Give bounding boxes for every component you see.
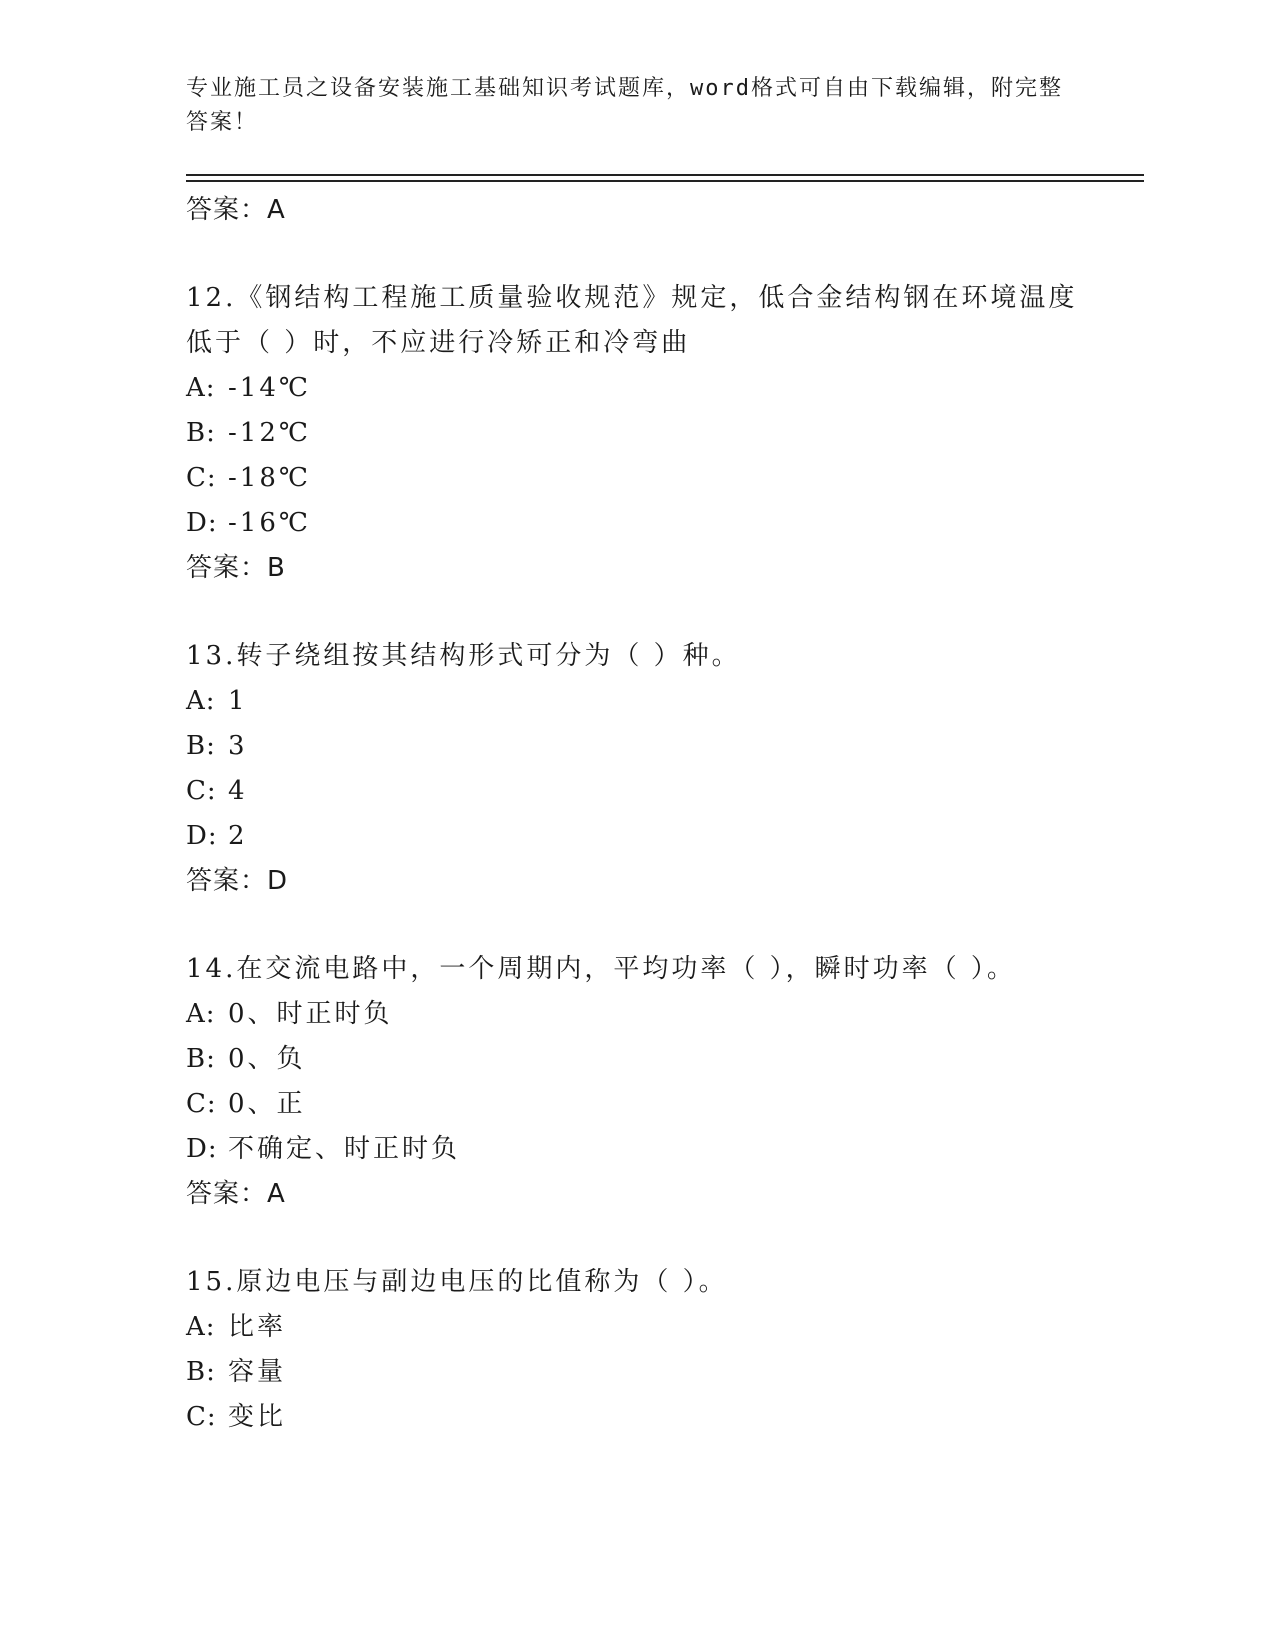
option-text: 3 bbox=[228, 731, 248, 761]
option-letter: A: bbox=[186, 1312, 216, 1342]
option-text: 0、负 bbox=[228, 1044, 306, 1074]
option-letter: B: bbox=[186, 731, 216, 761]
option-letter: B: bbox=[186, 1357, 216, 1387]
option-text: 变比 bbox=[228, 1402, 287, 1432]
option-text: -18℃ bbox=[228, 463, 311, 493]
option-text: -14℃ bbox=[228, 373, 311, 403]
header-divider-top bbox=[186, 174, 1144, 176]
option-letter: B: bbox=[186, 418, 216, 448]
option-text: 比率 bbox=[228, 1312, 287, 1342]
question-15 bbox=[186, 1260, 1086, 1440]
option-b bbox=[186, 411, 1086, 456]
option-d bbox=[186, 501, 1086, 546]
option-a bbox=[186, 679, 1086, 724]
option-b bbox=[186, 724, 1086, 769]
option-text: 0、时正时负 bbox=[228, 999, 393, 1029]
option-d bbox=[186, 1127, 1086, 1172]
option-letter: A: bbox=[186, 686, 216, 716]
answer-line: 答案：A bbox=[186, 195, 286, 225]
option-c bbox=[186, 1082, 1086, 1127]
answer-line: 答案：A bbox=[186, 1179, 286, 1209]
option-b bbox=[186, 1350, 1086, 1395]
option-b bbox=[186, 1037, 1086, 1082]
question-stem: 12.《钢结构工程施工质量验收规范》规定，低合金结构钢在环境温度低于（ ）时，不应进行冷矫正和冷弯曲 bbox=[186, 283, 1078, 358]
option-text: -16℃ bbox=[228, 508, 311, 538]
option-text: 0、正 bbox=[228, 1089, 306, 1119]
question-stem: 15.原边电压与副边电压的比值称为（ ）。 bbox=[186, 1267, 728, 1297]
option-text: 不确定、时正时负 bbox=[228, 1134, 461, 1164]
option-letter: C: bbox=[186, 776, 217, 806]
question-stem: 13.转子绕组按其结构形式可分为（ ）种。 bbox=[186, 641, 741, 671]
option-letter: D: bbox=[186, 1134, 218, 1164]
option-letter: A: bbox=[186, 999, 216, 1029]
option-text: -12℃ bbox=[228, 418, 311, 448]
option-c bbox=[186, 1395, 1086, 1440]
answer-line: 答案：B bbox=[186, 553, 286, 583]
option-letter: D: bbox=[186, 508, 218, 538]
option-text: 4 bbox=[228, 776, 248, 806]
option-c bbox=[186, 769, 1086, 814]
option-letter: D: bbox=[186, 821, 218, 851]
option-text: 2 bbox=[228, 821, 248, 851]
question-14 bbox=[186, 947, 1086, 1217]
option-c bbox=[186, 456, 1086, 501]
option-a bbox=[186, 992, 1086, 1037]
header-divider-bottom bbox=[186, 180, 1144, 182]
option-letter: C: bbox=[186, 463, 217, 493]
option-letter: C: bbox=[186, 1402, 217, 1432]
question-12 bbox=[186, 276, 1086, 591]
option-a bbox=[186, 1305, 1086, 1350]
option-d bbox=[186, 814, 1086, 859]
option-text: 容量 bbox=[228, 1357, 287, 1387]
option-letter: C: bbox=[186, 1089, 217, 1119]
question-13 bbox=[186, 634, 1086, 904]
question-list bbox=[186, 188, 1086, 1440]
question-stem: 14.在交流电路中，一个周期内，平均功率（ ），瞬时功率（ ）。 bbox=[186, 954, 1016, 984]
option-text: 1 bbox=[228, 686, 248, 716]
answer-line: 答案：D bbox=[186, 866, 289, 896]
document-header: 专业施工员之设备安装施工基础知识考试题库，word格式可自由下载编辑，附完整答案！ bbox=[186, 76, 1063, 135]
option-letter: A: bbox=[186, 373, 216, 403]
option-letter: B: bbox=[186, 1044, 216, 1074]
option-a bbox=[186, 366, 1086, 411]
